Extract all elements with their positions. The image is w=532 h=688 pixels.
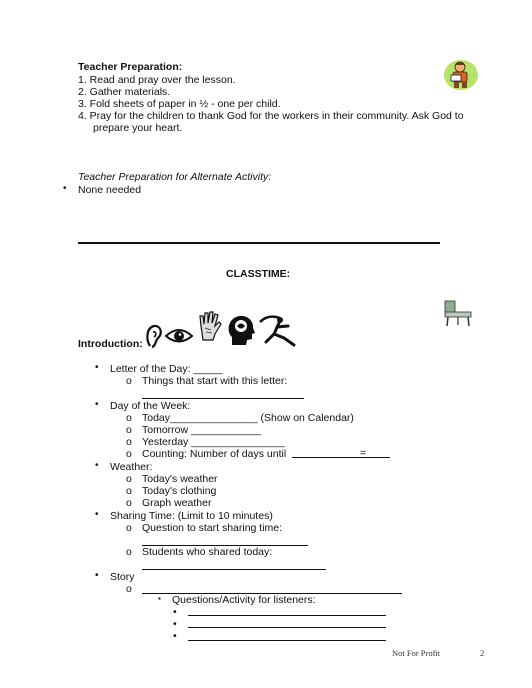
footer-text: Not For Profit	[392, 648, 441, 658]
counting-line: Counting: Number of days until	[142, 448, 287, 460]
weather-label: Weather:	[110, 461, 153, 473]
today-line: Today_______________ (Show on Calendar)	[142, 412, 354, 424]
sub-bullet: o	[126, 436, 132, 448]
sub-bullet: o	[126, 546, 132, 558]
bullet-icon: •	[95, 509, 99, 520]
answer-line	[292, 448, 390, 458]
answer-line	[142, 536, 308, 546]
answer-line	[188, 618, 386, 628]
bullet-icon: •	[95, 460, 99, 471]
movement-icon	[258, 312, 298, 348]
sharing-label: Sharing Time: (Limit to 10 minutes)	[110, 510, 273, 522]
prep-item-3: 3. Fold sheets of paper in ½ - one per child.	[78, 98, 281, 110]
sub-bullet: o	[126, 583, 132, 595]
bullet-icon: •	[95, 399, 99, 410]
answer-line	[142, 389, 304, 399]
introduction-label: Introduction:	[78, 338, 143, 350]
prep-item-4: 4. Pray for the children to thank God for the workers in their community. Ask God to	[78, 110, 464, 122]
answer-line	[142, 560, 326, 570]
bullet-icon: •	[173, 618, 177, 630]
weather-item-2: Today's clothing	[142, 485, 217, 497]
weather-item-1: Today's weather	[142, 473, 218, 485]
alt-item: None needed	[78, 184, 142, 196]
prep-item-2: 2. Gather materials.	[78, 86, 171, 98]
questions-label: Questions/Activity for listeners:	[172, 594, 316, 606]
reading-child-icon	[443, 58, 479, 90]
desk-icon	[442, 298, 474, 328]
sub-bullet: o	[126, 485, 132, 497]
classtime-heading: CLASSTIME:	[226, 268, 291, 280]
answer-line	[142, 584, 402, 594]
sub-bullet: o	[126, 522, 132, 534]
answer-line	[188, 631, 386, 641]
head-icon	[226, 313, 256, 347]
prep-item-1: 1. Read and pray over the lesson.	[78, 74, 236, 86]
prep-heading: Teacher Preparation:	[78, 61, 183, 73]
prep-item-4-cont: prepare your heart.	[93, 122, 183, 134]
sub-bullet: o	[126, 424, 132, 436]
page-number: 2	[480, 648, 485, 658]
eye-icon	[165, 326, 193, 346]
sharing-question: Question to start sharing time:	[142, 522, 283, 534]
sub-bullet: o	[126, 412, 132, 424]
ear-icon	[144, 322, 164, 350]
yesterday-line: Yesterday ________________	[142, 436, 285, 448]
bullet-icon: •	[95, 570, 99, 581]
hand-icon	[197, 310, 223, 342]
section-divider	[78, 242, 440, 244]
letter-sub: Things that start with this letter:	[142, 375, 288, 387]
bullet-icon: •	[95, 362, 99, 373]
story-label: Story	[110, 571, 135, 583]
bullet-icon: •	[173, 606, 177, 618]
weather-item-3: Graph weather	[142, 497, 212, 509]
bullet-icon: •	[63, 183, 67, 194]
bullet-icon: •	[173, 630, 177, 642]
equals-sign: =	[360, 447, 367, 459]
sub-bullet: o	[126, 375, 132, 387]
square-bullet: ▪	[158, 594, 161, 603]
alt-heading: Teacher Preparation for Alternate Activity:	[78, 171, 272, 183]
sharing-students: Students who shared today:	[142, 546, 273, 558]
answer-line	[188, 606, 386, 616]
sub-bullet: o	[126, 448, 132, 460]
sub-bullet: o	[126, 497, 132, 509]
tomorrow-line: Tomorrow ____________	[142, 424, 262, 436]
sub-bullet: o	[126, 473, 132, 485]
letter-of-day: Letter of the Day: _____	[110, 363, 223, 375]
day-of-week: Day of the Week:	[110, 400, 191, 412]
